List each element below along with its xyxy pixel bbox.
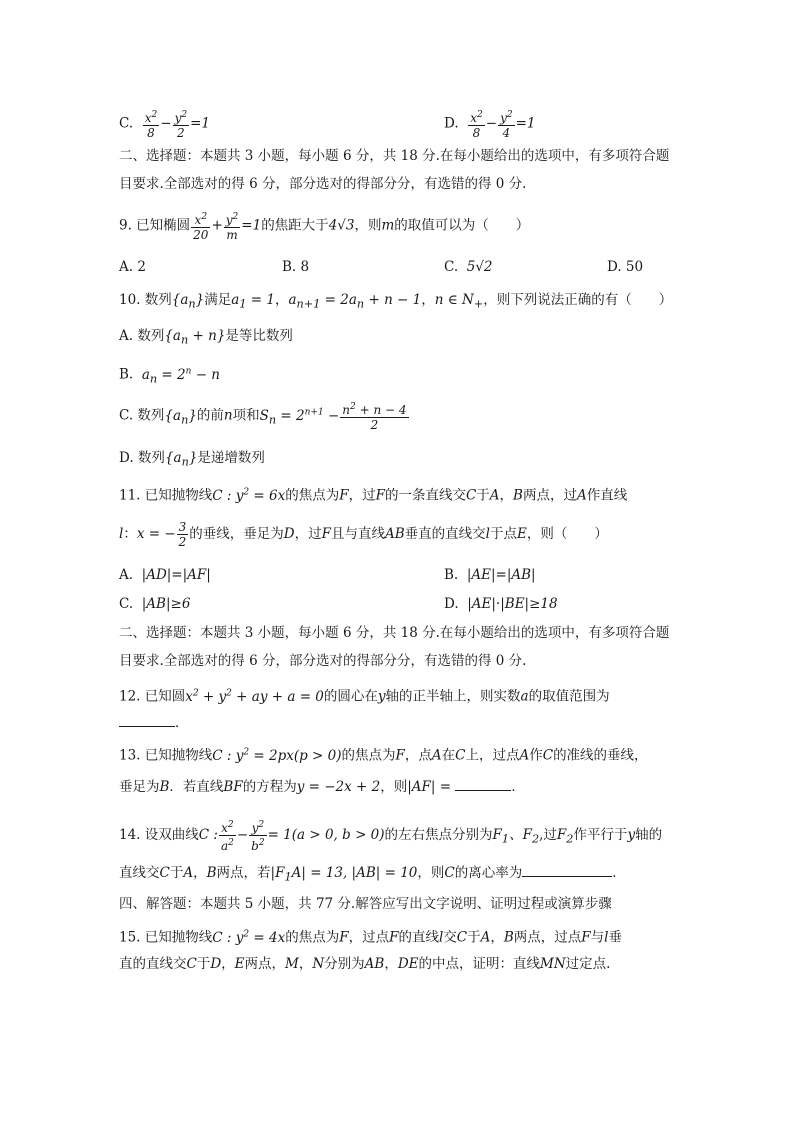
q10-option-d: D. 数列$\{a_n\}$是递增数列 <box>119 450 265 469</box>
section-four-heading: 四、解答题：本题共 5 小题，共 77 分.解答应写出文字说明、证明过程或演算步骤 <box>119 896 612 912</box>
q9-option-d: D. 50 <box>607 259 644 275</box>
q11-option-b: B. |AE|=|AB| <box>444 567 536 583</box>
question-13: 13. 已知抛物线C : $y^2 = 2px(p > 0)$的焦点为F，点A在C上，过点A作C的准线的垂线， <box>119 747 648 764</box>
question-12: 12. 已知圆$x^2 + y^2$ + ay + a = 0的圆心在y轴的正半轴上，则实数a的取值范围为 <box>119 688 610 705</box>
q10-option-b: B. $a_n = 2^n - n$ <box>119 366 220 386</box>
question-13-cont: 垂足为B．若直线BF的方程为y = −2x + 2，则|AF| = ． <box>119 776 684 797</box>
question-15-cont: 直的直线交C于D，E两点，M，N分别为AB，DE的中点，证明：直线MN过定点. <box>119 956 611 972</box>
question-14: 14. 设双曲线C : $\frac{x^2}{a^2}$ − $\frac{y^2}{b^2}$ = 1(a > 0, b > 0)的左右焦点分别为$F_1$、$F_2$,过$F_2$作平行于y轴的 <box>119 820 663 853</box>
question-9: 9. 已知椭圆 $\frac{x^2}{20}$ + $\frac{y^2}{m}$ =1的焦距大于4√3，则m的取值可以为（ ） <box>119 212 530 242</box>
section-heading-2: 二、选择题：本题共 3 小题，每小题 6 分，共 18 分.在每小题给出的选项中，有多项符合题 <box>119 625 670 641</box>
question-11-cont: l：x = − $\frac{3}{2}$ 的垂线，垂足为D，过F且与直线AB垂直的直线交l于点E，则（ ） <box>119 520 608 549</box>
q9-option-c: C. 5√2 <box>444 259 493 275</box>
q11-option-c: C. |AB|≥6 <box>119 596 191 612</box>
section-heading: 二、选择题：本题共 3 小题，每小题 6 分，共 18 分.在每小题给出的选项中，有多项符合题 <box>119 148 670 164</box>
section-heading-cont: 目要求.全部选对的得 6 分，部分选对的得部分分，有选错的得 0 分. <box>119 176 527 192</box>
question-14-cont: 直线交C于A，B两点，若$|F_1A| = 13$, |AB| = 10，则C的离心率为 ． <box>119 862 684 888</box>
question-15: 15. 已知抛物线C : $y^2 = 4x$的焦点为F，过点F的直线l交C于A，B两点，过点F与l垂 <box>119 929 622 946</box>
option-d-prev: D. $\frac{x^2}{8}$ − $\frac{y^2}{4}$ =1 <box>444 110 536 140</box>
q11-option-d: D. |AE|·|BE|≥18 <box>444 596 558 612</box>
q9-option-a: A. 2 <box>119 259 146 275</box>
section-heading-2-cont: 目要求.全部选对的得 6 分，部分选对的得部分分，有选错的得 0 分. <box>119 653 527 669</box>
question-10: 10. 数列$\{a_n\}$满足$a_1 = 1$，$a_{n+1} = 2a_n + n - 1$，n ∈ $N_+$，则下列说法正确的有（ ） <box>119 292 673 311</box>
q12-answer-blank[interactable]: ． <box>119 712 684 733</box>
q10-option-a: A. 数列$\{a_n + n\}$是等比数列 <box>119 328 293 347</box>
q9-option-b: B. 8 <box>282 259 310 275</box>
q11-option-a: A. |AD|=|AF| <box>119 567 211 583</box>
question-11: 11. 已知抛物线C : $y^2 = 6x$的焦点为F，过F的一条直线交C于A，B两点，过A作直线 <box>119 487 628 504</box>
q10-option-c: C. 数列$\{a_n\}$的前n项和$S_n = 2^{n+1}$ − $\frac{n^2 + n - 4}{2}$ <box>119 402 407 432</box>
option-c-prev: C. $\frac{x^2}{8}$ − $\frac{y^2}{2}$ =1 <box>119 110 210 140</box>
